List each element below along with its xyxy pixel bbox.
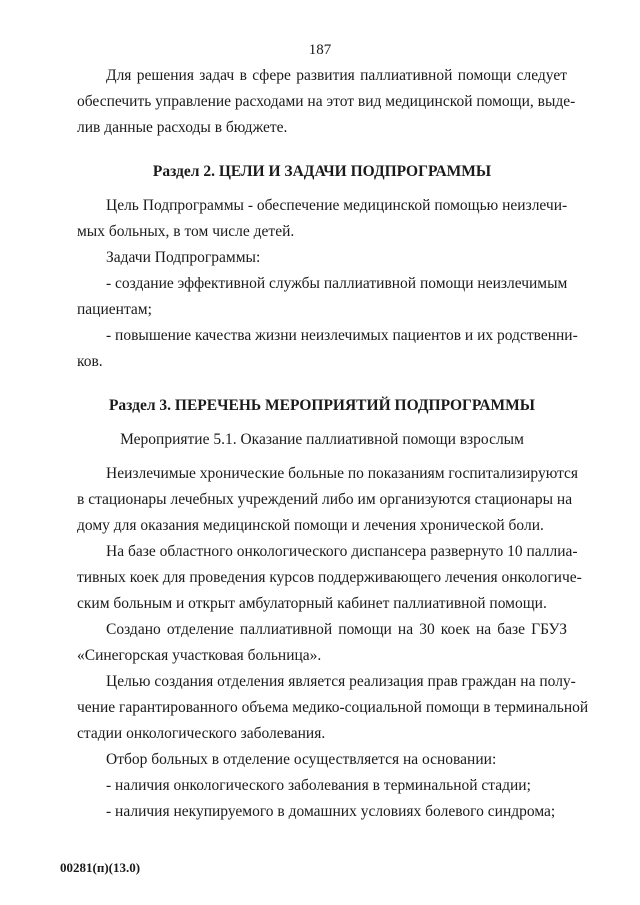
paragraph-line: - повышение качества жизни неизлечимых пациентов и их родственни- (106, 327, 578, 344)
paragraph-line: стадии онкологического заболевания. (77, 725, 326, 742)
page-number: 187 (308, 42, 332, 58)
paragraph-line: «Синегорская участковая больница». (77, 647, 322, 664)
paragraph-line: Цель Подпрограммы - обеспечение медицинской помощью неизлечи- (106, 197, 568, 214)
paragraph-line: обеспечить управление расходами на этот вид медицинской помощи, выде- (77, 93, 576, 110)
paragraph-line: Целью создания отделения является реализация прав граждан на полу- (106, 673, 576, 690)
section-heading: Раздел 3. ПЕРЕЧЕНЬ МЕРОПРИЯТИЙ ПОДПРОГРАММЫ (108, 397, 536, 414)
paragraph-line: в стационары лечебных учреждений либо им организуются стационары на (77, 491, 573, 508)
paragraph-line: мых больных, в том числе детей. (77, 223, 295, 240)
paragraph-line: Создано отделение паллиативной помощи на 30 коек на базе ГБУЗ (106, 621, 567, 638)
paragraph-line: - создание эффективной службы паллиативной помощи неизлечимым (106, 275, 568, 292)
section-heading: Раздел 2. ЦЕЛИ И ЗАДАЧИ ПОДПРОГРАММЫ (152, 163, 492, 180)
paragraph-line: ков. (77, 353, 103, 370)
footer-code: 00281(п)(13.0) (60, 860, 141, 875)
paragraph-line: Задачи Подпрограммы: (106, 249, 261, 266)
paragraph-line: чение гарантированного объема медико-социальной помощи в терминальной (77, 699, 589, 716)
list-item: - наличия некупируемого в домашних условиях болевого синдрома; (106, 803, 556, 820)
paragraph-line: Отбор больных в отделение осуществляется на основании: (106, 751, 497, 768)
paragraph-line: На базе областного онкологического диспансера развернуто 10 паллиа- (106, 543, 578, 560)
paragraph-line: дому для оказания медицинской помощи и лечения хронической боли. (77, 517, 544, 534)
paragraph-line: ским больным и открыт амбулаторный кабинет паллиативной помощи. (77, 595, 547, 612)
paragraph-line: тивных коек для проведения курсов поддерживающего лечения онкологиче- (77, 569, 582, 586)
paragraph-line: пациентам; (77, 301, 152, 318)
list-item: - наличия онкологического заболевания в терминальной стадии; (106, 777, 531, 794)
paragraph-line: Для решения задач в сфере развития паллиативной помощи следует (106, 67, 567, 84)
subsection-title: Мероприятие 5.1. Оказание паллиативной помощи взрослым (120, 431, 524, 448)
paragraph-line: Неизлечимые хронические больные по показаниям госпитализируются (106, 465, 579, 482)
paragraph-line: лив данные расходы в бюджете. (77, 119, 288, 136)
